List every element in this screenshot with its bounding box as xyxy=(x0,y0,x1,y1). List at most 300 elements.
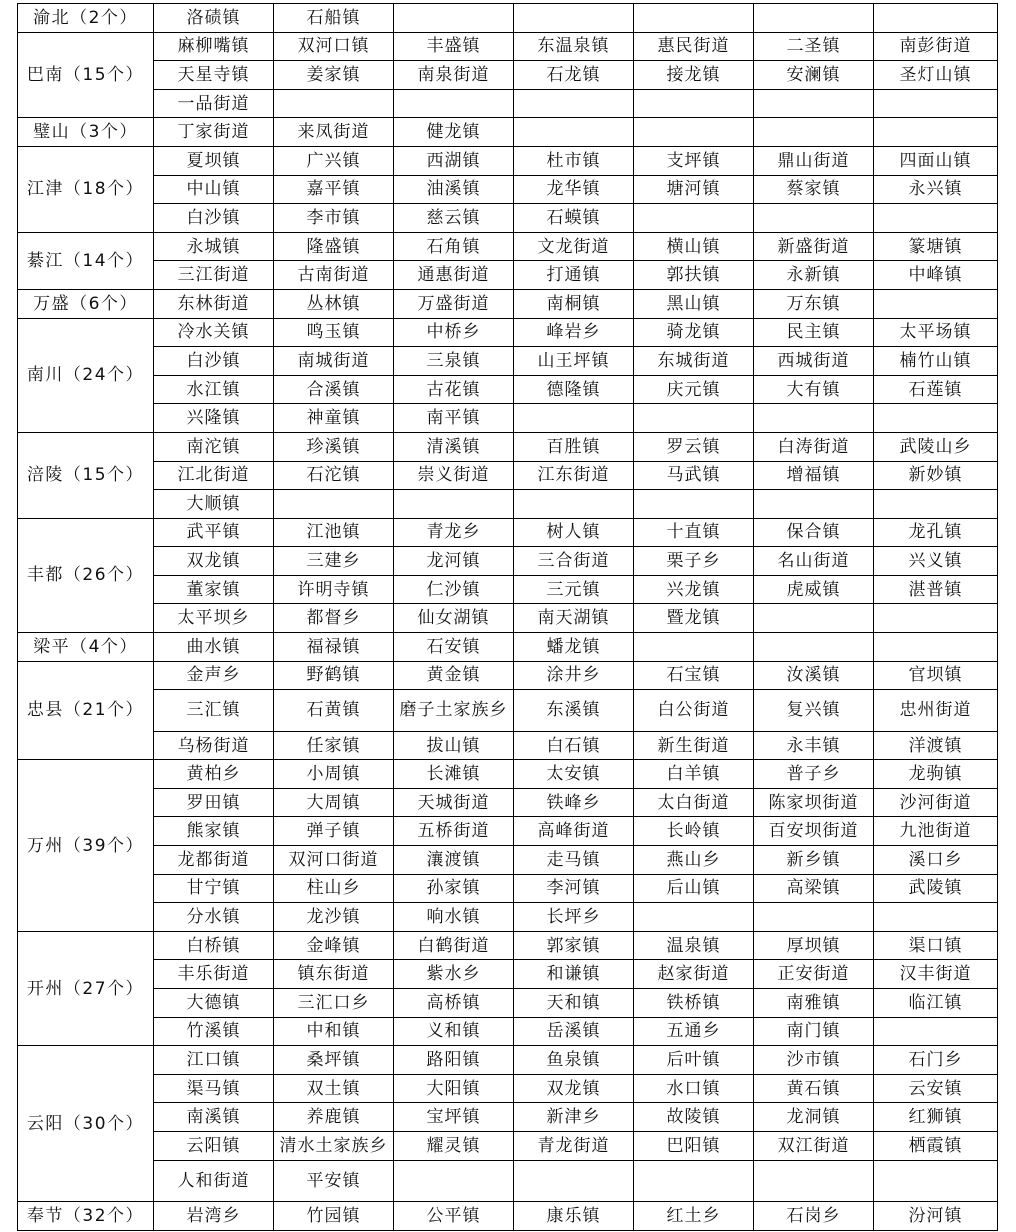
township-cell xyxy=(754,89,874,118)
township-cell: 养鹿镇 xyxy=(274,1103,394,1132)
township-cell: 后山镇 xyxy=(634,874,754,903)
township-cell: 都督乡 xyxy=(274,604,394,633)
township-cell: 高梁镇 xyxy=(754,874,874,903)
township-cell: 高峰街道 xyxy=(514,817,634,846)
township-cell: 熊家镇 xyxy=(154,817,274,846)
township-cell: 南彭街道 xyxy=(874,32,998,61)
township-cell xyxy=(874,289,998,318)
township-cell: 白涛街道 xyxy=(754,432,874,461)
township-cell: 横山镇 xyxy=(634,232,754,261)
township-cell: 大顺镇 xyxy=(154,490,274,519)
table-row xyxy=(18,960,998,989)
table-row xyxy=(18,204,998,233)
township-cell: 普子乡 xyxy=(754,760,874,789)
table-row xyxy=(18,817,998,846)
township-cell: 郭家镇 xyxy=(514,931,634,960)
township-cell: 董家镇 xyxy=(154,575,274,604)
township-cell: 三泉镇 xyxy=(394,347,514,376)
township-cell: 宝坪镇 xyxy=(394,1103,514,1132)
township-cell: 太白街道 xyxy=(634,788,754,817)
township-cell xyxy=(634,404,754,433)
township-cell: 巴阳镇 xyxy=(634,1132,754,1161)
township-cell: 江东街道 xyxy=(514,461,634,490)
township-cell: 小周镇 xyxy=(274,760,394,789)
township-cell: 东林街道 xyxy=(154,289,274,318)
township-cell: 南门镇 xyxy=(754,1017,874,1046)
table-row xyxy=(18,1160,998,1201)
table-row xyxy=(18,490,998,519)
township-cell: 人和街道 xyxy=(154,1160,274,1201)
township-cell: 南平镇 xyxy=(394,404,514,433)
township-cell: 五桥街道 xyxy=(394,817,514,846)
township-cell: 双土镇 xyxy=(274,1074,394,1103)
township-cell: 云安镇 xyxy=(874,1074,998,1103)
township-cell: 古花镇 xyxy=(394,375,514,404)
township-cell: 石安镇 xyxy=(394,633,514,662)
township-cell: 沙市镇 xyxy=(754,1046,874,1075)
township-cell xyxy=(754,490,874,519)
township-cell: 洛碛镇 xyxy=(154,4,274,33)
township-cell: 西湖镇 xyxy=(394,146,514,175)
township-cell: 涂井乡 xyxy=(514,661,634,690)
township-cell: 来凤街道 xyxy=(274,118,394,147)
township-cell: 西城街道 xyxy=(754,347,874,376)
township-cell: 石宝镇 xyxy=(634,661,754,690)
township-cell: 武平镇 xyxy=(154,518,274,547)
township-cell: 太安镇 xyxy=(514,760,634,789)
township-cell: 复兴镇 xyxy=(754,690,874,731)
township-cell: 拔山镇 xyxy=(394,731,514,760)
township-cell: 康乐镇 xyxy=(514,1202,634,1231)
township-cell: 汉丰街道 xyxy=(874,960,998,989)
township-cell: 五通乡 xyxy=(634,1017,754,1046)
township-cell: 三江街道 xyxy=(154,261,274,290)
township-cell xyxy=(394,490,514,519)
township-cell: 后叶镇 xyxy=(634,1046,754,1075)
township-cell: 龙洞镇 xyxy=(754,1103,874,1132)
township-cell: 红土乡 xyxy=(634,1202,754,1231)
township-table xyxy=(17,3,998,1231)
township-cell: 湛普镇 xyxy=(874,575,998,604)
township-cell: 白沙镇 xyxy=(154,204,274,233)
table-row xyxy=(18,1074,998,1103)
township-cell: 健龙镇 xyxy=(394,118,514,147)
table-row xyxy=(18,1017,998,1046)
table-row xyxy=(18,547,998,576)
township-cell xyxy=(514,89,634,118)
township-cell: 武陵山乡 xyxy=(874,432,998,461)
township-cell: 金声乡 xyxy=(154,661,274,690)
township-cell: 姜家镇 xyxy=(274,61,394,90)
township-cell: 南沱镇 xyxy=(154,432,274,461)
township-cell: 广兴镇 xyxy=(274,146,394,175)
district-name-cell: 丰都（26个） xyxy=(18,518,154,632)
township-cell: 古南街道 xyxy=(274,261,394,290)
township-cell: 长岭镇 xyxy=(634,817,754,846)
township-cell xyxy=(514,490,634,519)
table-row xyxy=(18,261,998,290)
township-cell: 暨龙镇 xyxy=(634,604,754,633)
township-cell: 仙女湖镇 xyxy=(394,604,514,633)
township-cell: 公平镇 xyxy=(394,1202,514,1231)
township-cell: 九池街道 xyxy=(874,817,998,846)
township-cell: 福禄镇 xyxy=(274,633,394,662)
township-cell: 鼎山街道 xyxy=(754,146,874,175)
township-cell: 隆盛镇 xyxy=(274,232,394,261)
township-cell: 石船镇 xyxy=(274,4,394,33)
township-cell: 燕山乡 xyxy=(634,846,754,875)
township-cell: 石岗乡 xyxy=(754,1202,874,1231)
table-row xyxy=(18,690,998,731)
township-cell: 中峰镇 xyxy=(874,261,998,290)
township-cell: 官坝镇 xyxy=(874,661,998,690)
township-cell: 龙华镇 xyxy=(514,175,634,204)
township-cell: 天和镇 xyxy=(514,989,634,1018)
township-cell: 平安镇 xyxy=(274,1160,394,1201)
township-cell: 柱山乡 xyxy=(274,874,394,903)
district-name-cell: 云阳（30个） xyxy=(18,1046,154,1202)
township-cell: 惠民街道 xyxy=(634,32,754,61)
township-cell xyxy=(874,1160,998,1201)
township-cell: 虎威镇 xyxy=(754,575,874,604)
table-row xyxy=(18,575,998,604)
township-cell xyxy=(274,89,394,118)
township-cell: 嘉平镇 xyxy=(274,175,394,204)
township-cell: 龙都街道 xyxy=(154,846,274,875)
township-cell: 塘河镇 xyxy=(634,175,754,204)
township-cell: 江口镇 xyxy=(154,1046,274,1075)
township-cell xyxy=(634,903,754,932)
township-cell: 白石镇 xyxy=(514,731,634,760)
township-cell: 马武镇 xyxy=(634,461,754,490)
township-cell: 孙家镇 xyxy=(394,874,514,903)
township-cell: 民主镇 xyxy=(754,318,874,347)
township-cell: 中山镇 xyxy=(154,175,274,204)
township-cell: 太平场镇 xyxy=(874,318,998,347)
township-cell: 三合街道 xyxy=(514,547,634,576)
township-cell: 冷水关镇 xyxy=(154,318,274,347)
township-cell: 丰乐街道 xyxy=(154,960,274,989)
township-cell: 三建乡 xyxy=(274,547,394,576)
township-cell: 南桐镇 xyxy=(514,289,634,318)
township-cell: 三汇口乡 xyxy=(274,989,394,1018)
township-cell: 南雅镇 xyxy=(754,989,874,1018)
township-cell: 大周镇 xyxy=(274,788,394,817)
table-row xyxy=(18,404,998,433)
township-cell: 正安街道 xyxy=(754,960,874,989)
township-cell: 崇义街道 xyxy=(394,461,514,490)
township-cell: 赵家街道 xyxy=(634,960,754,989)
township-cell: 东温泉镇 xyxy=(514,32,634,61)
township-cell: 黑山镇 xyxy=(634,289,754,318)
table-row xyxy=(18,347,998,376)
township-cell: 李河镇 xyxy=(514,874,634,903)
township-cell: 永新镇 xyxy=(754,261,874,290)
township-cell: 名山街道 xyxy=(754,547,874,576)
township-cell xyxy=(514,404,634,433)
township-cell: 新妙镇 xyxy=(874,461,998,490)
township-cell xyxy=(874,204,998,233)
district-name-cell: 巴南（15个） xyxy=(18,32,154,118)
township-cell: 野鹤镇 xyxy=(274,661,394,690)
township-cell: 黄金镇 xyxy=(394,661,514,690)
township-cell: 丰盛镇 xyxy=(394,32,514,61)
district-name-cell: 綦江（14个） xyxy=(18,232,154,289)
table-row xyxy=(18,846,998,875)
township-cell: 洋渡镇 xyxy=(874,731,998,760)
township-cell: 岩湾乡 xyxy=(154,1202,274,1231)
township-cell: 李市镇 xyxy=(274,204,394,233)
table-row xyxy=(18,661,998,690)
table-row xyxy=(18,1046,998,1075)
township-cell: 德隆镇 xyxy=(514,375,634,404)
township-cell: 百胜镇 xyxy=(514,432,634,461)
township-cell: 龙沙镇 xyxy=(274,903,394,932)
township-cell: 石沱镇 xyxy=(274,461,394,490)
township-cell: 双河口街道 xyxy=(274,846,394,875)
township-cell: 麻柳嘴镇 xyxy=(154,32,274,61)
township-cell: 新乡镇 xyxy=(754,846,874,875)
district-name-cell: 万州（39个） xyxy=(18,760,154,932)
township-cell: 神童镇 xyxy=(274,404,394,433)
township-cell: 东溪镇 xyxy=(514,690,634,731)
township-cell: 山王坪镇 xyxy=(514,347,634,376)
township-table-container xyxy=(17,3,997,1231)
township-cell: 汾河镇 xyxy=(874,1202,998,1231)
township-cell: 青龙街道 xyxy=(514,1132,634,1161)
township-cell: 树人镇 xyxy=(514,518,634,547)
district-name-cell: 涪陵（15个） xyxy=(18,432,154,518)
township-cell xyxy=(634,633,754,662)
district-name-cell: 南川（24个） xyxy=(18,318,154,432)
township-cell xyxy=(754,1160,874,1201)
township-cell: 圣灯山镇 xyxy=(874,61,998,90)
township-cell xyxy=(634,204,754,233)
township-cell: 厚坝镇 xyxy=(754,931,874,960)
township-cell: 走马镇 xyxy=(514,846,634,875)
township-cell: 篆塘镇 xyxy=(874,232,998,261)
township-cell: 二圣镇 xyxy=(754,32,874,61)
township-cell: 和谦镇 xyxy=(514,960,634,989)
township-cell: 石蟆镇 xyxy=(514,204,634,233)
table-row xyxy=(18,432,998,461)
township-cell: 桑坪镇 xyxy=(274,1046,394,1075)
township-cell: 鸣玉镇 xyxy=(274,318,394,347)
table-row xyxy=(18,518,998,547)
township-cell xyxy=(634,89,754,118)
township-cell: 江池镇 xyxy=(274,518,394,547)
township-cell: 骑龙镇 xyxy=(634,318,754,347)
township-cell: 清水土家族乡 xyxy=(274,1132,394,1161)
township-cell xyxy=(514,118,634,147)
township-cell: 罗田镇 xyxy=(154,788,274,817)
township-cell xyxy=(754,903,874,932)
township-cell: 铁峰乡 xyxy=(514,788,634,817)
township-cell xyxy=(394,1160,514,1201)
township-cell xyxy=(634,4,754,33)
table-row xyxy=(18,1103,998,1132)
township-cell: 蔡家镇 xyxy=(754,175,874,204)
township-cell: 曲水镇 xyxy=(154,633,274,662)
township-cell: 白羊镇 xyxy=(634,760,754,789)
township-cell: 新生街道 xyxy=(634,731,754,760)
township-cell: 甘宁镇 xyxy=(154,874,274,903)
township-cell xyxy=(274,490,394,519)
table-row xyxy=(18,989,998,1018)
township-cell: 分水镇 xyxy=(154,903,274,932)
township-cell: 增福镇 xyxy=(754,461,874,490)
township-cell: 丁家街道 xyxy=(154,118,274,147)
township-cell: 永城镇 xyxy=(154,232,274,261)
township-cell xyxy=(754,404,874,433)
township-cell: 南泉街道 xyxy=(394,61,514,90)
table-row xyxy=(18,731,998,760)
township-cell: 水口镇 xyxy=(634,1074,754,1103)
township-cell: 天星寺镇 xyxy=(154,61,274,90)
township-cell: 故陵镇 xyxy=(634,1103,754,1132)
township-cell: 南天湖镇 xyxy=(514,604,634,633)
township-cell: 水江镇 xyxy=(154,375,274,404)
township-cell: 紫水乡 xyxy=(394,960,514,989)
township-cell: 合溪镇 xyxy=(274,375,394,404)
township-cell: 油溪镇 xyxy=(394,175,514,204)
township-cell: 红狮镇 xyxy=(874,1103,998,1132)
township-cell: 温泉镇 xyxy=(634,931,754,960)
township-cell xyxy=(754,604,874,633)
township-cell xyxy=(874,903,998,932)
table-row xyxy=(18,760,998,789)
township-cell: 耀灵镇 xyxy=(394,1132,514,1161)
district-name-cell: 璧山（3个） xyxy=(18,118,154,147)
table-row xyxy=(18,788,998,817)
township-cell: 陈家坝街道 xyxy=(754,788,874,817)
township-cell: 白沙镇 xyxy=(154,347,274,376)
township-cell: 中和镇 xyxy=(274,1017,394,1046)
township-cell: 江北街道 xyxy=(154,461,274,490)
township-cell: 新津乡 xyxy=(514,1103,634,1132)
district-name-cell: 开州（27个） xyxy=(18,931,154,1045)
township-cell: 双龙镇 xyxy=(154,547,274,576)
table-row xyxy=(18,118,998,147)
township-cell: 打通镇 xyxy=(514,261,634,290)
table-row xyxy=(18,903,998,932)
township-cell: 太平坝乡 xyxy=(154,604,274,633)
table-row xyxy=(18,146,998,175)
township-cell: 文龙街道 xyxy=(514,232,634,261)
table-row xyxy=(18,375,998,404)
township-cell: 渠马镇 xyxy=(154,1074,274,1103)
township-cell: 铁桥镇 xyxy=(634,989,754,1018)
township-cell: 龙孔镇 xyxy=(874,518,998,547)
township-cell: 南城街道 xyxy=(274,347,394,376)
township-cell: 兴隆镇 xyxy=(154,404,274,433)
district-name-cell: 江津（18个） xyxy=(18,146,154,232)
table-row xyxy=(18,633,998,662)
township-cell: 长滩镇 xyxy=(394,760,514,789)
township-cell: 临江镇 xyxy=(874,989,998,1018)
township-cell: 百安坝街道 xyxy=(754,817,874,846)
township-cell xyxy=(874,4,998,33)
township-cell: 双江街道 xyxy=(754,1132,874,1161)
township-cell: 石龙镇 xyxy=(514,61,634,90)
township-cell: 岳溪镇 xyxy=(514,1017,634,1046)
township-cell: 罗云镇 xyxy=(634,432,754,461)
table-row xyxy=(18,4,998,33)
township-cell: 慈云镇 xyxy=(394,204,514,233)
township-cell: 鱼泉镇 xyxy=(514,1046,634,1075)
township-cell: 渠口镇 xyxy=(874,931,998,960)
township-cell: 新盛街道 xyxy=(754,232,874,261)
township-cell: 珍溪镇 xyxy=(274,432,394,461)
table-row xyxy=(18,232,998,261)
township-cell: 双龙镇 xyxy=(514,1074,634,1103)
township-cell: 保合镇 xyxy=(754,518,874,547)
township-cell: 白鹤街道 xyxy=(394,931,514,960)
table-row xyxy=(18,318,998,347)
township-cell: 十直镇 xyxy=(634,518,754,547)
township-cell: 夏坝镇 xyxy=(154,146,274,175)
township-cell: 丛林镇 xyxy=(274,289,394,318)
township-cell: 弹子镇 xyxy=(274,817,394,846)
table-row xyxy=(18,289,998,318)
township-cell xyxy=(394,89,514,118)
township-cell: 清溪镇 xyxy=(394,432,514,461)
township-cell: 磨子土家族乡 xyxy=(394,690,514,731)
township-cell xyxy=(634,490,754,519)
township-cell: 任家镇 xyxy=(274,731,394,760)
township-cell: 仁沙镇 xyxy=(394,575,514,604)
district-name-cell: 万盛（6个） xyxy=(18,289,154,318)
township-cell: 东城街道 xyxy=(634,347,754,376)
township-cell: 高桥镇 xyxy=(394,989,514,1018)
township-cell: 大德镇 xyxy=(154,989,274,1018)
township-cell: 溪口乡 xyxy=(874,846,998,875)
township-cell: 四面山镇 xyxy=(874,146,998,175)
township-cell: 石门乡 xyxy=(874,1046,998,1075)
township-cell: 黄柏乡 xyxy=(154,760,274,789)
township-cell: 响水镇 xyxy=(394,903,514,932)
township-cell: 竹园镇 xyxy=(274,1202,394,1231)
district-name-cell: 忠县（21个） xyxy=(18,661,154,760)
township-cell: 忠州街道 xyxy=(874,690,998,731)
township-cell: 蟠龙镇 xyxy=(514,633,634,662)
township-cell: 许明寺镇 xyxy=(274,575,394,604)
township-cell: 一品街道 xyxy=(154,89,274,118)
township-cell: 大有镇 xyxy=(754,375,874,404)
township-cell: 汝溪镇 xyxy=(754,661,874,690)
township-cell: 郭扶镇 xyxy=(634,261,754,290)
township-cell xyxy=(874,490,998,519)
table-row xyxy=(18,461,998,490)
township-cell: 路阳镇 xyxy=(394,1046,514,1075)
township-cell: 石莲镇 xyxy=(874,375,998,404)
township-cell: 云阳镇 xyxy=(154,1132,274,1161)
township-cell: 中桥乡 xyxy=(394,318,514,347)
township-cell: 白桥镇 xyxy=(154,931,274,960)
township-cell: 长坪乡 xyxy=(514,903,634,932)
township-cell xyxy=(634,118,754,147)
township-cell: 天城街道 xyxy=(394,788,514,817)
township-cell xyxy=(874,604,998,633)
table-row xyxy=(18,175,998,204)
township-cell: 杜市镇 xyxy=(514,146,634,175)
township-cell xyxy=(874,404,998,433)
table-row xyxy=(18,604,998,633)
township-cell: 栖霞镇 xyxy=(874,1132,998,1161)
township-cell xyxy=(394,4,514,33)
township-cell: 接龙镇 xyxy=(634,61,754,90)
township-cell xyxy=(514,1160,634,1201)
